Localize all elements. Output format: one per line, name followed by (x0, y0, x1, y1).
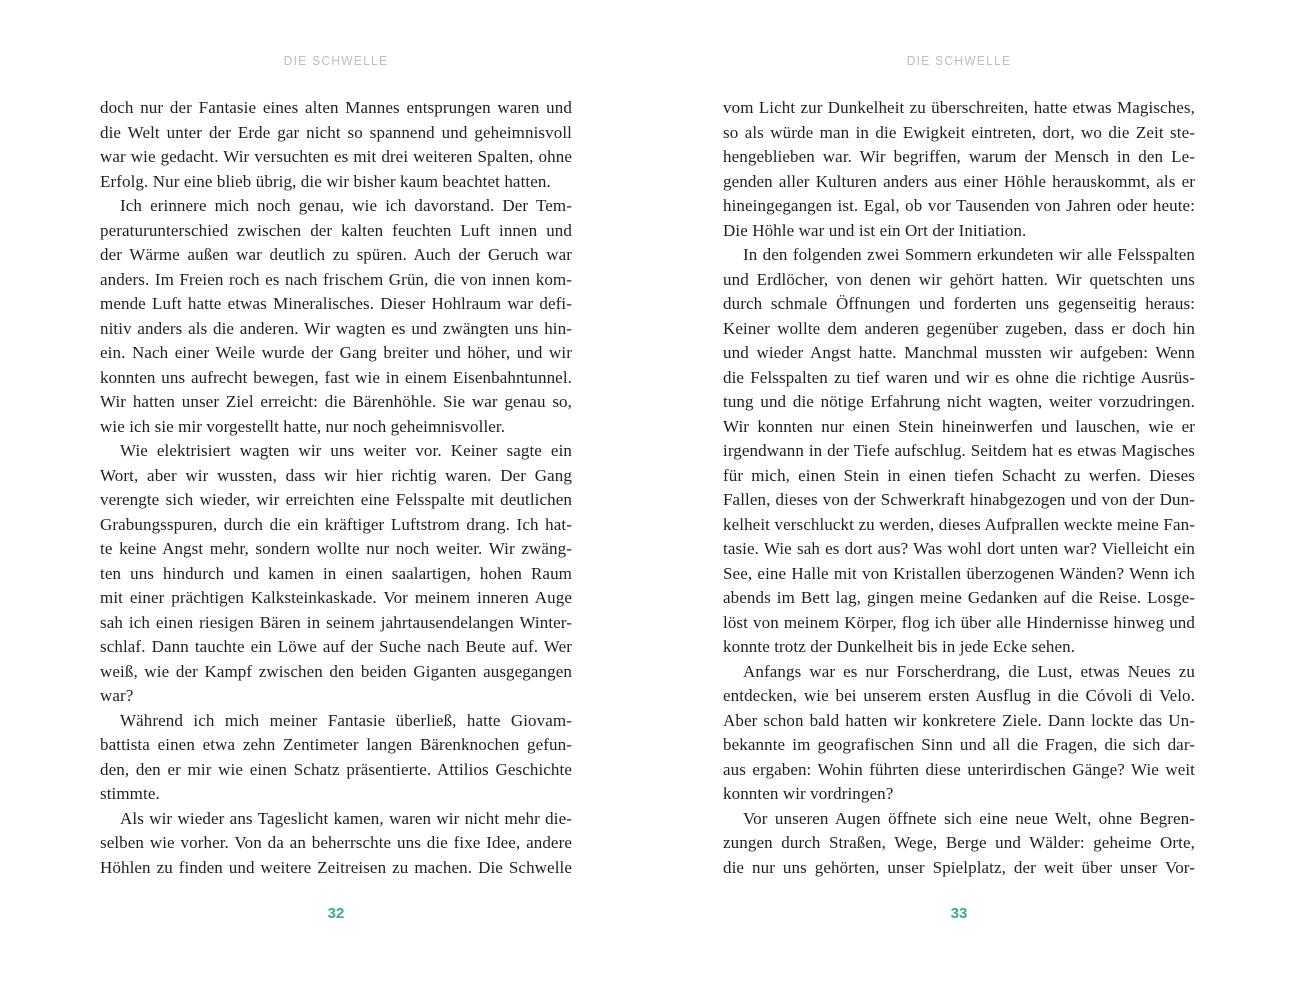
text-line: so als würde man in die Ewigkeit eintreten, dort, wo die Zeit ste- (723, 122, 1195, 142)
text-line: konnten wir vordringen? (723, 784, 894, 803)
right-page (723, 0, 1195, 1000)
text-line: hengeblieben war. Wir begriffen, warum der Mensch in den Le- (723, 147, 1195, 166)
text-line: war wie gedacht. Wir versuchten es mit drei weiteren Spalten, ohne (100, 147, 572, 166)
text-line: wie ich sie mir vorgestellt hatte, nur noch geheimnisvoller. (100, 416, 506, 436)
text-line: Während ich mich meiner Fantasie überließ, hatte Giovam- (120, 710, 572, 730)
text-line: Die Höhle war und ist ein Ort der Initiation. (723, 220, 1027, 240)
text-line: für mich, einen Stein in einen tiefen Schacht zu werfen. Dieses (723, 465, 1195, 485)
text-line: genden aller Kulturen anders aus einer Höhle herauskommt, als er (723, 171, 1195, 191)
text-line: irgendwann in der Tiefe aufschlug. Seitdem hat es etwas Magisches (723, 441, 1195, 460)
text-line: verengte sich wieder, wir erreichten eine Felsspalte mit deutlichen (100, 490, 572, 509)
text-line: konnte trotz der Dunkelheit bis in jede Ecke sehen. (723, 637, 1076, 656)
text-line: den, den er mir wie einen Schatz präsentierte. Attilios Geschichte (100, 759, 572, 779)
text-line: und wieder Angst hatte. Manchmal mussten wir aufgeben: Wenn (723, 343, 1195, 362)
text-line: zungen durch Straßen, Wege, Berge und Wälder: geheime Orte, (723, 833, 1195, 852)
text-line: bekannte im geografischen Sinn und all die Fragen, die sich dar- (723, 735, 1195, 754)
text-line: die nur uns gehörten, unser Spielplatz, der weit über unser Vor- (723, 857, 1195, 877)
page-number: 32 (327, 905, 345, 922)
text-line: abends im Bett lag, gingen meine Gedanken auf die Reise. Losge- (723, 588, 1195, 607)
text-line: und Erdlöcher, von denen wir gehört hatten. Wir quetschten uns (723, 269, 1195, 289)
text-line: In den folgenden zwei Sommern erkundeten wir alle Felsspalten (743, 245, 1195, 264)
page-number: 33 (950, 905, 968, 922)
text-line: weiß, wie der Kampf zwischen den beiden Giganten ausgegangen (100, 661, 572, 681)
text-line: aus ergaben: Wohin führten diese unterirdischen Gänge? Wie weit (723, 759, 1195, 779)
text-line: Grabungsspuren, durch die ein kräftiger Luftstrom drang. Ich hat- (100, 514, 572, 534)
text-line: doch nur der Fantasie eines alten Mannes entsprungen waren und (100, 98, 572, 117)
text-line: tasie. Wie sah es dort aus? Was wohl dort unten war? Vielleicht ein (723, 539, 1195, 558)
text-line: Anfangs war es nur Forscherdrang, die Lust, etwas Neues zu (743, 661, 1195, 681)
text-line: ein. Nach einer Weile wurde der Gang breiter und höher, und wir (100, 343, 572, 362)
text-line: Erfolg. Nur eine blieb übrig, die wir bisher kaum beachtet hatten. (100, 171, 551, 191)
left-page (100, 0, 572, 1000)
text-line: Wie elektrisiert wagten wir uns weiter vor. Keiner sagte ein (120, 441, 572, 460)
text-line: löst von meinem Körper, flog ich über alle Hindernisse hinweg und (723, 612, 1195, 632)
text-line: die Welt unter der Erde gar nicht so spannend und geheimnisvoll (100, 122, 572, 142)
text-line: durch schmale Öffnungen und forderten uns gegenseitig heraus: (723, 294, 1195, 313)
text-line: mit einer prächtigen Kalksteinkaskade. Vor meinem inneren Auge (100, 588, 572, 607)
text-line: ten uns hindurch und kamen in einen saalartigen, hohen Raum (100, 563, 572, 583)
text-line: mende Luft hatte etwas Mineralisches. Dieser Hohlraum war defi- (100, 294, 572, 313)
text-line: Fallen, dieses von der Schwerkraft hinabgezogen und von der Dun- (723, 490, 1195, 509)
text-line: See, eine Halle mit von Kristallen überzogenen Wänden? Wenn ich (723, 563, 1195, 583)
text-line: Vor unseren Augen öffnete sich eine neue Welt, ohne Begren- (743, 808, 1195, 828)
text-line: peraturunterschied zwischen der kalten feuchten Luft innen und (100, 220, 572, 240)
text-line: te keine Angst mehr, sondern wollte nur noch weiter. Wir zwäng- (100, 539, 572, 558)
text-line: tung und die nötige Erfahrung nicht wagten, weiter vorzudringen. (723, 392, 1195, 411)
text-line: Ich erinnere mich noch genau, wie ich davorstand. Der Tem- (120, 196, 572, 215)
text-line: Als wir wieder ans Tageslicht kamen, waren wir nicht mehr die- (120, 808, 572, 828)
running-head: DIE SCHWELLE (283, 53, 389, 68)
text-line: vom Licht zur Dunkelheit zu überschreiten, hatte etwas Magisches, (723, 98, 1195, 117)
text-line: stimmte. (100, 784, 160, 803)
text-line: sah ich einen riesigen Bären in seinem jahrtausendelangen Winter- (100, 612, 572, 632)
text-line: nitiv anders als die anderen. Wir wagten es und zwängten uns hin- (100, 318, 572, 338)
text-line: hineingegangen ist. Egal, ob vor Tausenden von Jahren oder heute: (723, 196, 1195, 215)
text-line: Höhlen zu finden und weitere Zeitreisen zu machen. Die Schwelle (100, 857, 572, 877)
body-text (100, 96, 572, 880)
text-line: Wir hatten unser Ziel erreicht: die Bärenhöhle. Sie war genau so, (100, 392, 572, 411)
text-line: schlaf. Dann tauchte ein Löwe auf der Suche nach Beute auf. Wer (100, 637, 572, 656)
body-text (723, 96, 1195, 880)
text-line: selben wie vorher. Von da an beherrschte uns die fixe Idee, andere (100, 833, 572, 852)
text-line: Keiner wollte dem anderen gegenüber zugeben, dass er doch hin (723, 318, 1195, 338)
text-line: konnten uns aufrecht bewegen, fast wie in einem Eisenbahntunnel. (100, 367, 572, 387)
text-line: battista einen etwa zehn Zentimeter langen Bärenknochen gefun- (100, 735, 572, 754)
text-line: entdecken, wie bei unserem ersten Ausflug in die Cóvoli di Velo. (723, 686, 1195, 705)
running-head: DIE SCHWELLE (906, 53, 1012, 68)
text-line: Aber schon bald hatten wir konkretere Ziele. Dann lockte das Un- (723, 710, 1195, 730)
text-line: kelheit verschluckt zu werden, dieses Aufprallen weckte meine Fan- (723, 514, 1195, 534)
text-line: Wort, aber wir wussten, dass wir hier richtig waren. Der Gang (100, 465, 572, 485)
text-line: der Wärme außen war deutlich zu spüren. Auch der Geruch war (100, 245, 572, 264)
text-line: die Felsspalten zu tief waren und wir es ohne die richtige Ausrüs- (723, 367, 1195, 387)
text-line: anders. Im Freien roch es nach frischem Grün, die von innen kom- (100, 269, 572, 289)
text-line: war? (100, 686, 134, 705)
text-line: Wir konnten nur einen Stein hineinwerfen und lauschen, wie er (723, 416, 1195, 436)
